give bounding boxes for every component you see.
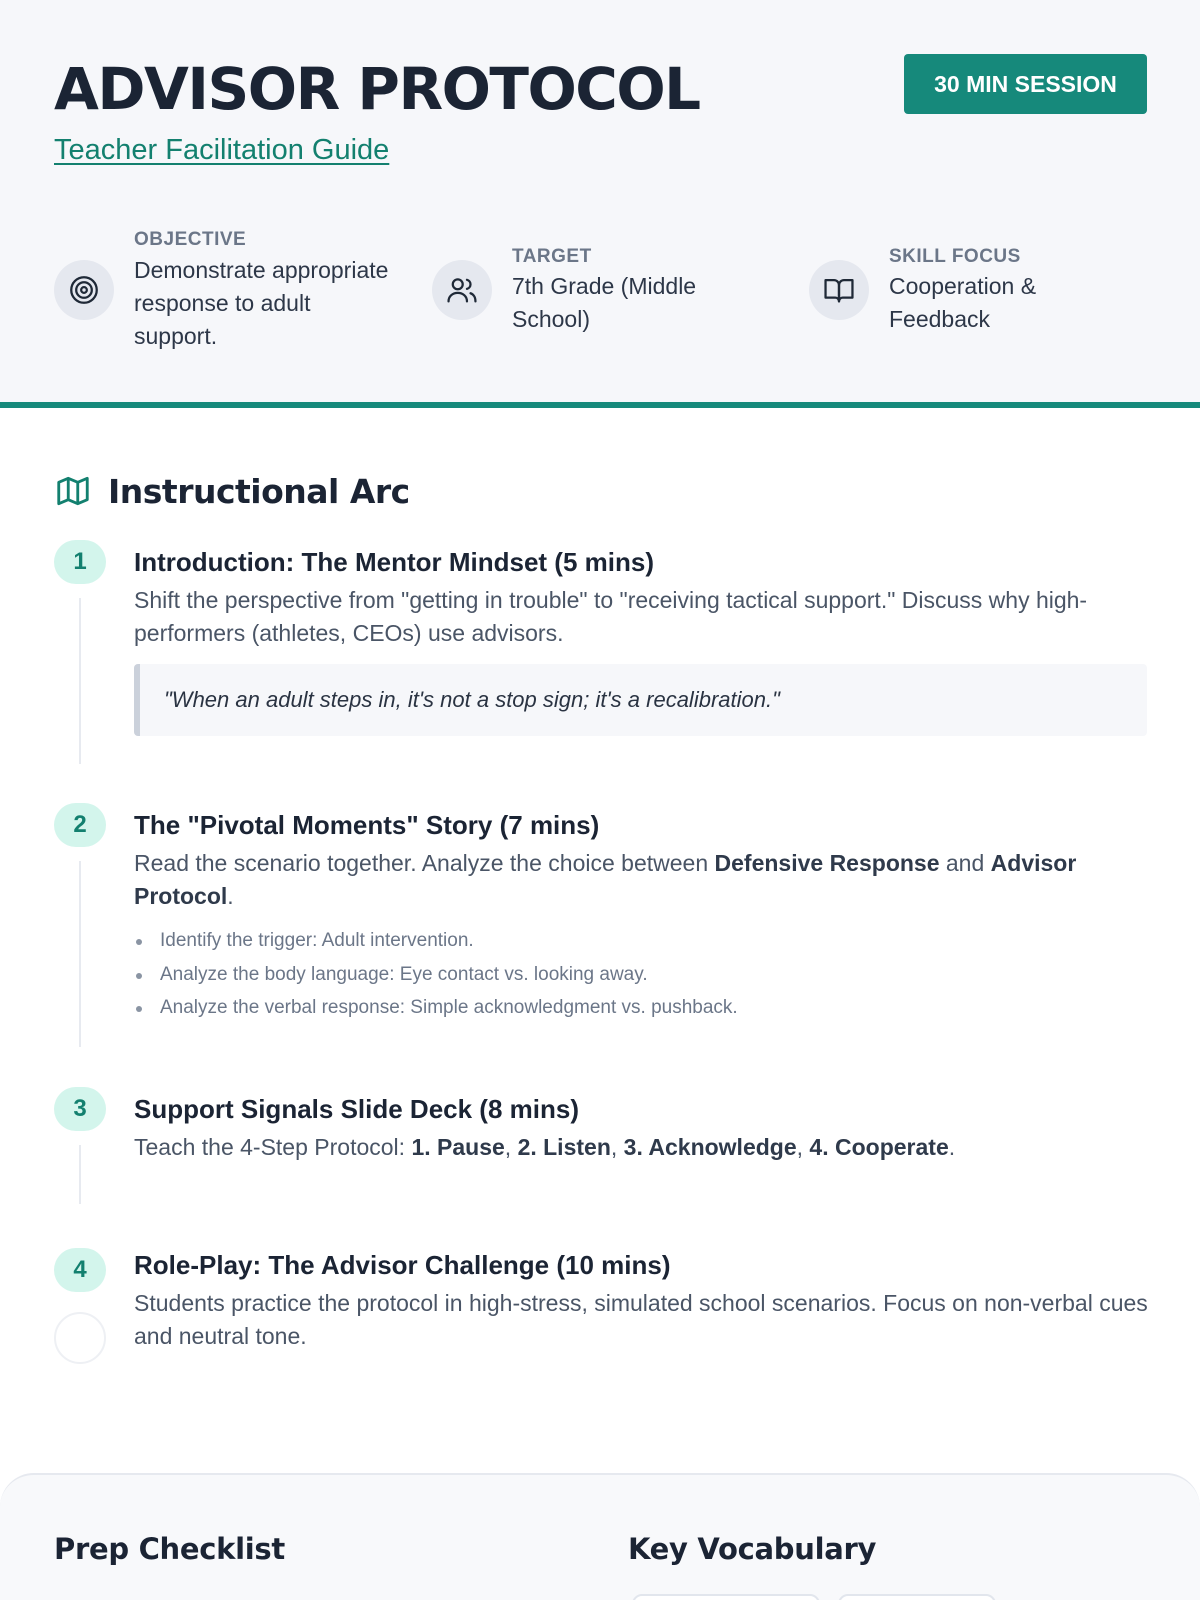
step-number: 3 — [54, 1087, 106, 1131]
step-description: Read the scenario together. Analyze the choice between Defensive Response and Advisor Protocol. — [134, 850, 1077, 909]
step-title: Support Signals Slide Deck (8 mins) — [134, 1094, 579, 1124]
key-vocabulary-heading: Key Vocabulary — [628, 1532, 877, 1566]
step-title: Role-Play: The Advisor Challenge (10 mins) — [134, 1250, 671, 1280]
step-number: 4 — [54, 1248, 106, 1292]
step-title: The "Pivotal Moments" Story (7 mins) — [134, 810, 600, 840]
list-item: Analyze the verbal response: Simple acknowledgment vs. pushback. — [134, 991, 738, 1025]
step-quote: "When an adult steps in, it's not a stop sign; it's a recalibration." — [134, 664, 1147, 736]
book-icon — [809, 260, 869, 320]
skill-focus-value: Cooperation & Feedback — [889, 273, 1037, 332]
timeline-end-marker — [54, 1312, 106, 1364]
page-header — [0, 0, 1200, 408]
list-item: Analyze the body language: Eye contact vs. looking away. — [134, 958, 738, 992]
page-title: ADVISOR PROTOCOL — [54, 55, 700, 123]
step-number: 1 — [54, 540, 106, 584]
skill-focus-label: SKILL FOCUS — [889, 246, 1021, 267]
timeline-connector — [79, 598, 81, 764]
section-title-text: Instructional Arc — [108, 471, 410, 511]
timeline-connector — [79, 861, 81, 1047]
vocab-chip — [632, 1594, 820, 1600]
section-title-instructional-arc — [54, 466, 410, 516]
session-duration-badge: 30 MIN SESSION — [904, 54, 1147, 114]
prep-checklist-heading: Prep Checklist — [54, 1532, 285, 1566]
timeline-connector — [79, 1145, 81, 1204]
step-bullet-list — [134, 924, 738, 1025]
step-description: Teach the 4-Step Protocol: 1. Pause, 2. Listen, 3. Acknowledge, 4. Cooperate. — [134, 1134, 956, 1160]
target-label: TARGET — [512, 246, 592, 267]
list-item: Identify the trigger: Adult intervention. — [134, 924, 738, 958]
step-description: Students practice the protocol in high-stress, simulated school scenarios. Focus on non-verbal cues and neutral tone. — [134, 1290, 1148, 1349]
step-number: 2 — [54, 803, 106, 847]
page-subtitle-link[interactable]: Teacher Facilitation Guide — [54, 134, 390, 166]
map-icon — [54, 472, 92, 510]
target-value: 7th Grade (Middle School) — [512, 273, 697, 332]
objective-label: OBJECTIVE — [134, 229, 247, 250]
step-title: Introduction: The Mentor Mindset (5 mins) — [134, 547, 654, 577]
objective-value: Demonstrate appropriate response to adult support. — [134, 257, 389, 349]
users-icon — [432, 260, 492, 320]
target-icon — [54, 260, 114, 320]
vocab-chip — [838, 1594, 996, 1600]
step-description: Shift the perspective from "getting in trouble" to "receiving tactical support." Discuss why high-performers (athletes, CEOs) use advisors. — [134, 587, 1088, 646]
